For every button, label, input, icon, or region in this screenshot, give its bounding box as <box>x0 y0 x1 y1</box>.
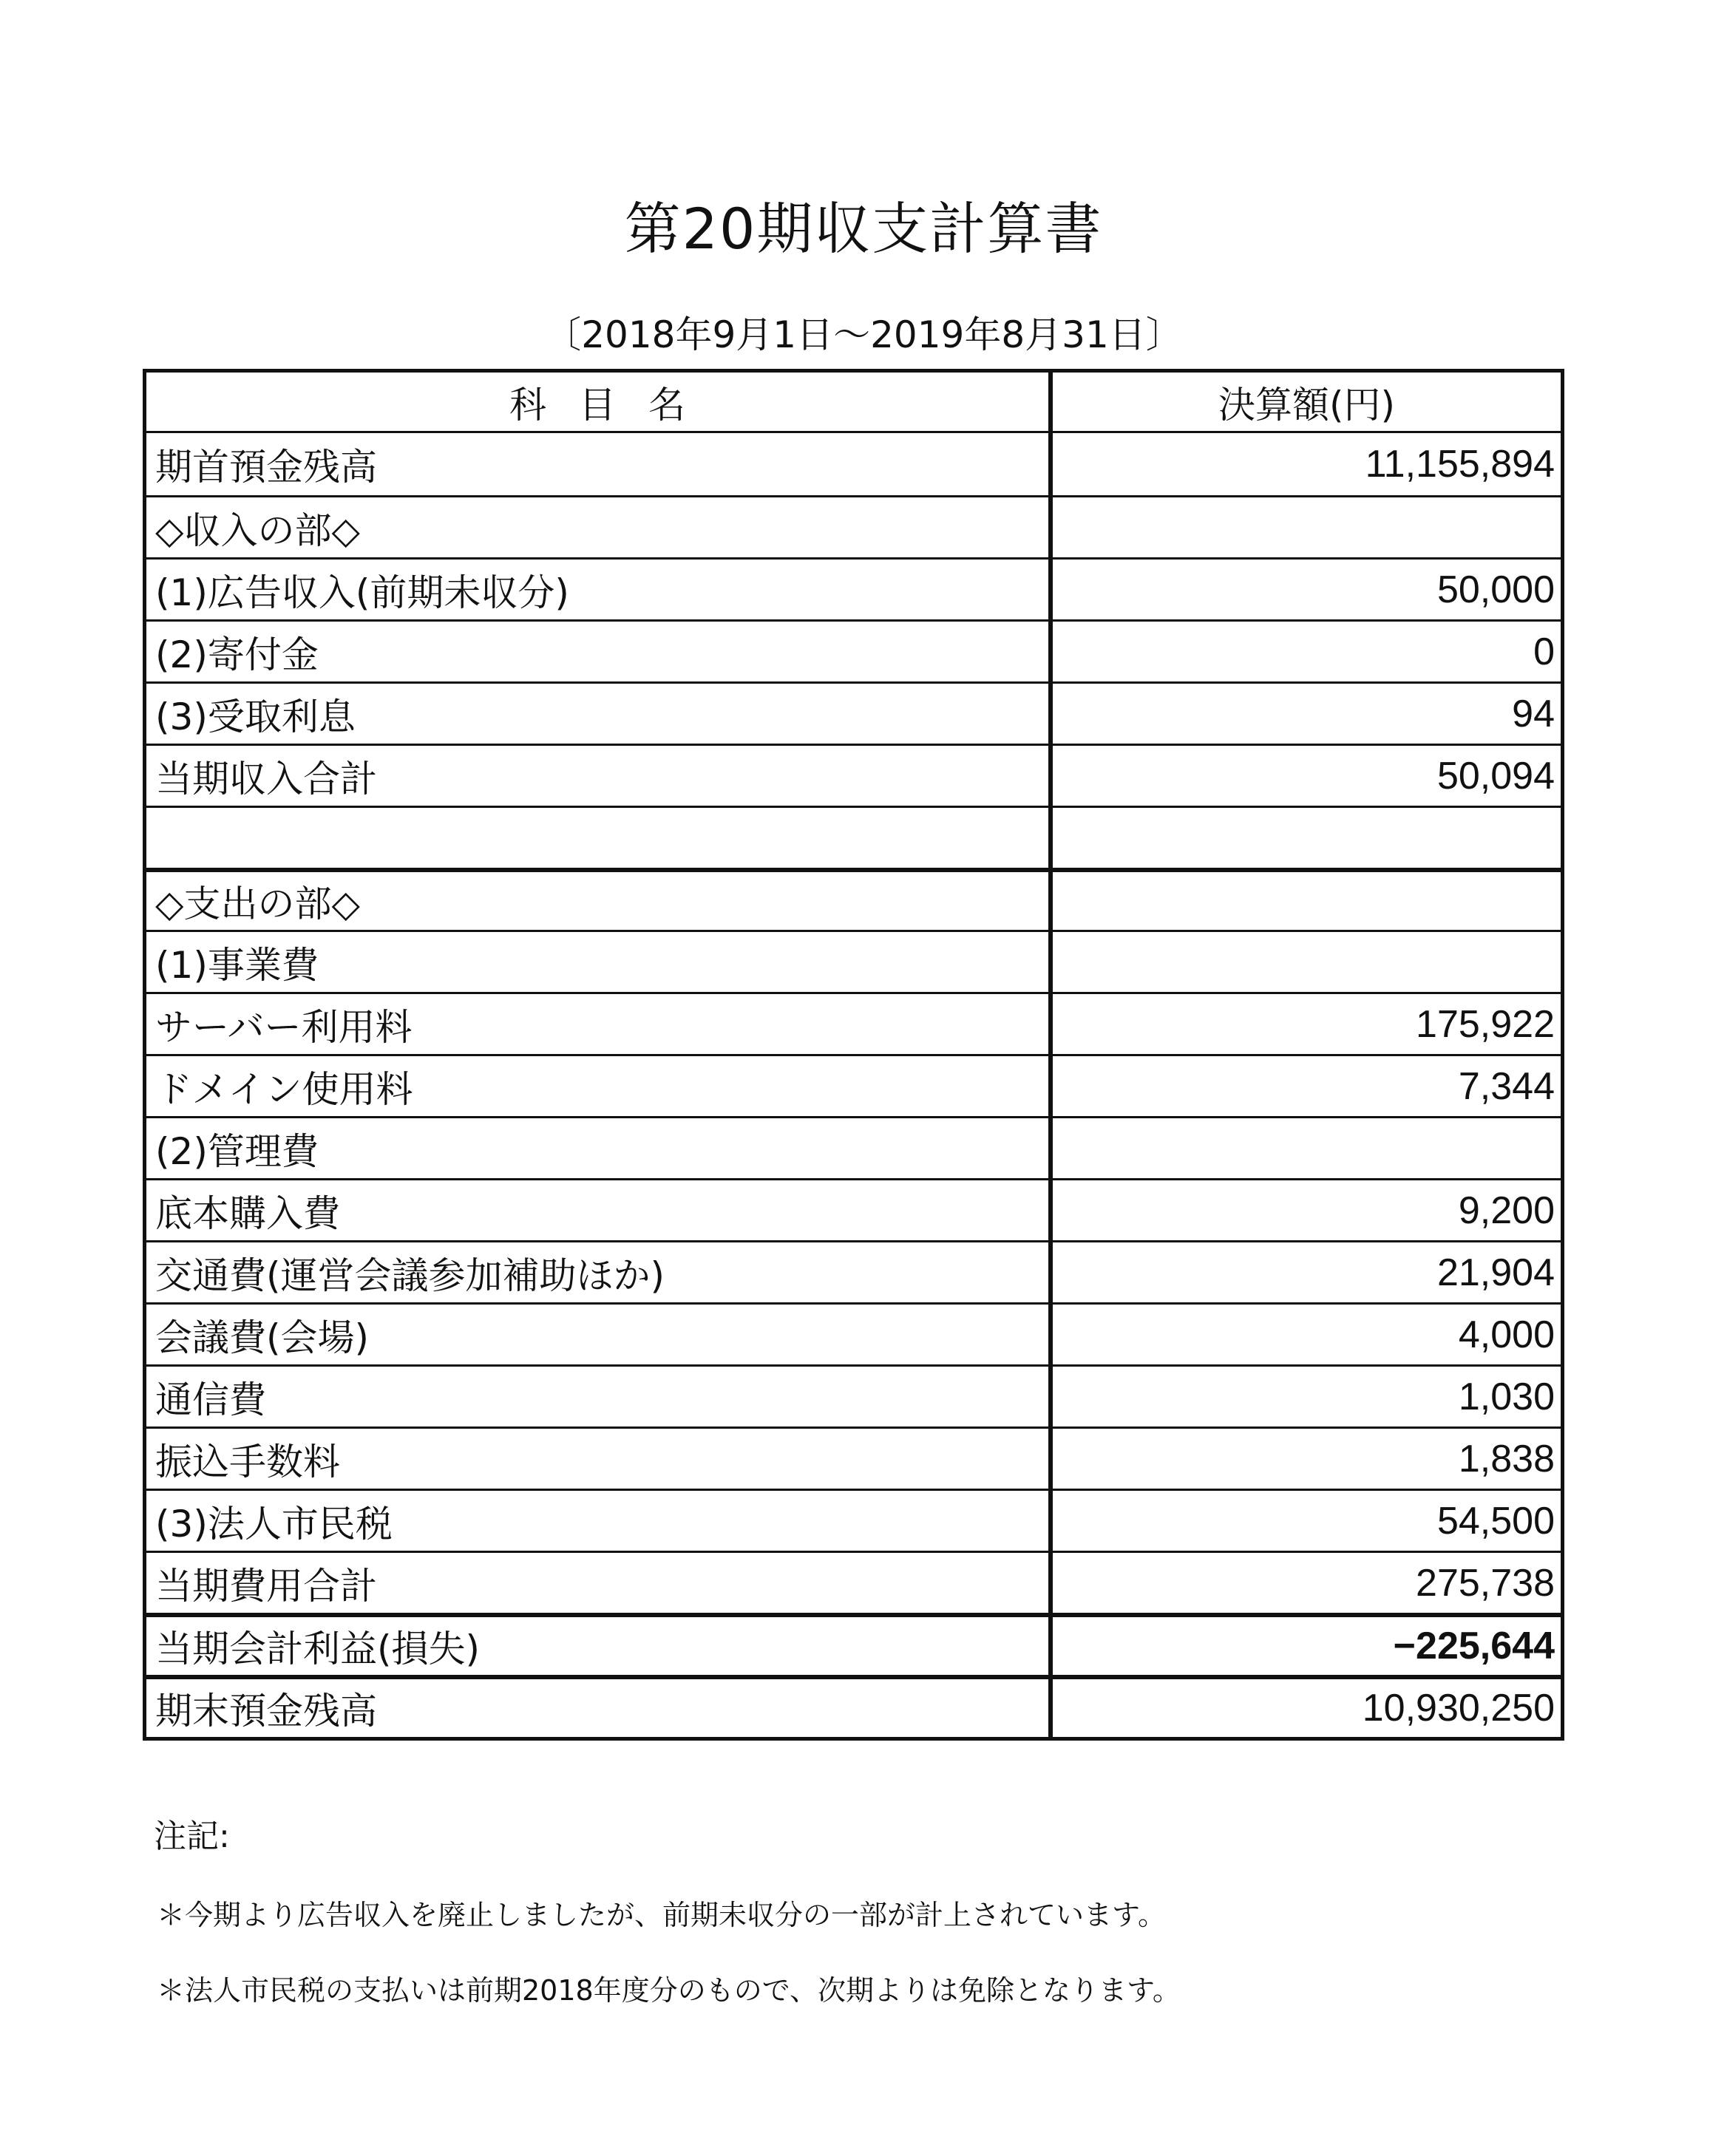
row-amount: 9,200 <box>1458 1188 1555 1232</box>
table-row-income-total <box>146 744 1561 806</box>
row-item: 期首預金残高 <box>146 433 1053 495</box>
row-amount <box>1053 497 1561 557</box>
table-row <box>146 1178 1561 1240</box>
table-row <box>146 433 1561 495</box>
row-amount: 1,030 <box>1458 1375 1555 1418</box>
table-row <box>146 557 1561 619</box>
table-row <box>146 1116 1561 1178</box>
table-header-row <box>146 373 1561 433</box>
row-amount: 21,904 <box>1436 1251 1555 1294</box>
table-row <box>146 1054 1561 1116</box>
row-amount: 175,922 <box>1416 1002 1555 1046</box>
row-item: 交通費(運営会議参加補助ほか) <box>146 1242 1053 1302</box>
table-row <box>146 1302 1561 1364</box>
row-amount: 275,738 <box>1416 1561 1555 1605</box>
table-row <box>146 868 1561 930</box>
table-row <box>146 1489 1561 1551</box>
row-item: ◇収入の部◇ <box>146 497 1053 557</box>
row-amount: 1,838 <box>1458 1437 1555 1480</box>
row-amount: 11,155,894 <box>1365 443 1555 486</box>
row-amount <box>1053 932 1561 992</box>
notes-heading: 注記: <box>154 1817 230 1855</box>
header-settled-amount: 決算額(円) <box>1218 383 1395 426</box>
row-item: (3)受取利息 <box>146 684 1053 744</box>
row-amount: 7,344 <box>1458 1064 1555 1108</box>
row-item: (2)寄付金 <box>146 622 1053 681</box>
row-item: 当期収入合計 <box>146 746 1053 806</box>
table-row-blank <box>146 806 1561 868</box>
row-amount: 94 <box>1512 692 1555 735</box>
row-item: 当期費用合計 <box>146 1553 1053 1613</box>
table-row <box>146 930 1561 992</box>
row-item: (2)管理費 <box>146 1118 1053 1178</box>
row-item: ドメイン使用料 <box>146 1056 1053 1116</box>
row-amount <box>1053 1118 1561 1178</box>
table-row <box>146 1240 1561 1302</box>
row-item: ◇支出の部◇ <box>146 872 1053 930</box>
row-item: (1)広告収入(前期未収分) <box>146 560 1053 619</box>
row-amount: 4,000 <box>1458 1313 1555 1356</box>
table-row <box>146 992 1561 1054</box>
row-item: (1)事業費 <box>146 932 1053 992</box>
row-amount: −225,644 <box>1393 1625 1555 1667</box>
header-item-name: 科目名 <box>146 373 1053 431</box>
row-item: サーバー利用料 <box>146 994 1053 1054</box>
row-item: 底本購入費 <box>146 1180 1053 1240</box>
row-item <box>146 808 1053 868</box>
row-item: 当期会計利益(損失) <box>146 1617 1053 1675</box>
row-item: 会議費(会場) <box>146 1305 1053 1364</box>
table-row <box>146 619 1561 681</box>
row-amount <box>1053 872 1561 930</box>
row-amount: 50,094 <box>1436 754 1555 798</box>
fiscal-period: 〔2018年9月1日～2019年8月31日〕 <box>544 313 1183 356</box>
table-row-closing-balance <box>146 1675 1561 1737</box>
note-line: ＊法人市民税の支払いは前期2018年度分のもので、次期よりは免除となります。 <box>157 1974 1181 2007</box>
table-row-expense-total <box>146 1551 1561 1613</box>
document-title: 第20期収支計算書 <box>624 196 1103 262</box>
table-row <box>146 495 1561 557</box>
row-amount: 54,500 <box>1436 1499 1555 1543</box>
row-item: (3)法人市民税 <box>146 1491 1053 1551</box>
row-amount <box>1053 808 1561 868</box>
table-row <box>146 1426 1561 1489</box>
row-amount: 10,930,250 <box>1362 1687 1555 1730</box>
row-amount: 50,000 <box>1436 568 1555 611</box>
table-row-net-result <box>146 1613 1561 1675</box>
table-row <box>146 681 1561 744</box>
income-expense-table <box>143 369 1564 1741</box>
row-amount: 0 <box>1533 630 1555 673</box>
row-item: 通信費 <box>146 1367 1053 1426</box>
notes-section <box>154 1815 1558 2045</box>
row-item: 振込手数料 <box>146 1429 1053 1489</box>
table-row <box>146 1364 1561 1426</box>
row-item: 期末預金残高 <box>146 1679 1053 1737</box>
note-line: ＊今期より広告収入を廃止しましたが、前期未収分の一部が計上されています。 <box>157 1899 1166 1931</box>
